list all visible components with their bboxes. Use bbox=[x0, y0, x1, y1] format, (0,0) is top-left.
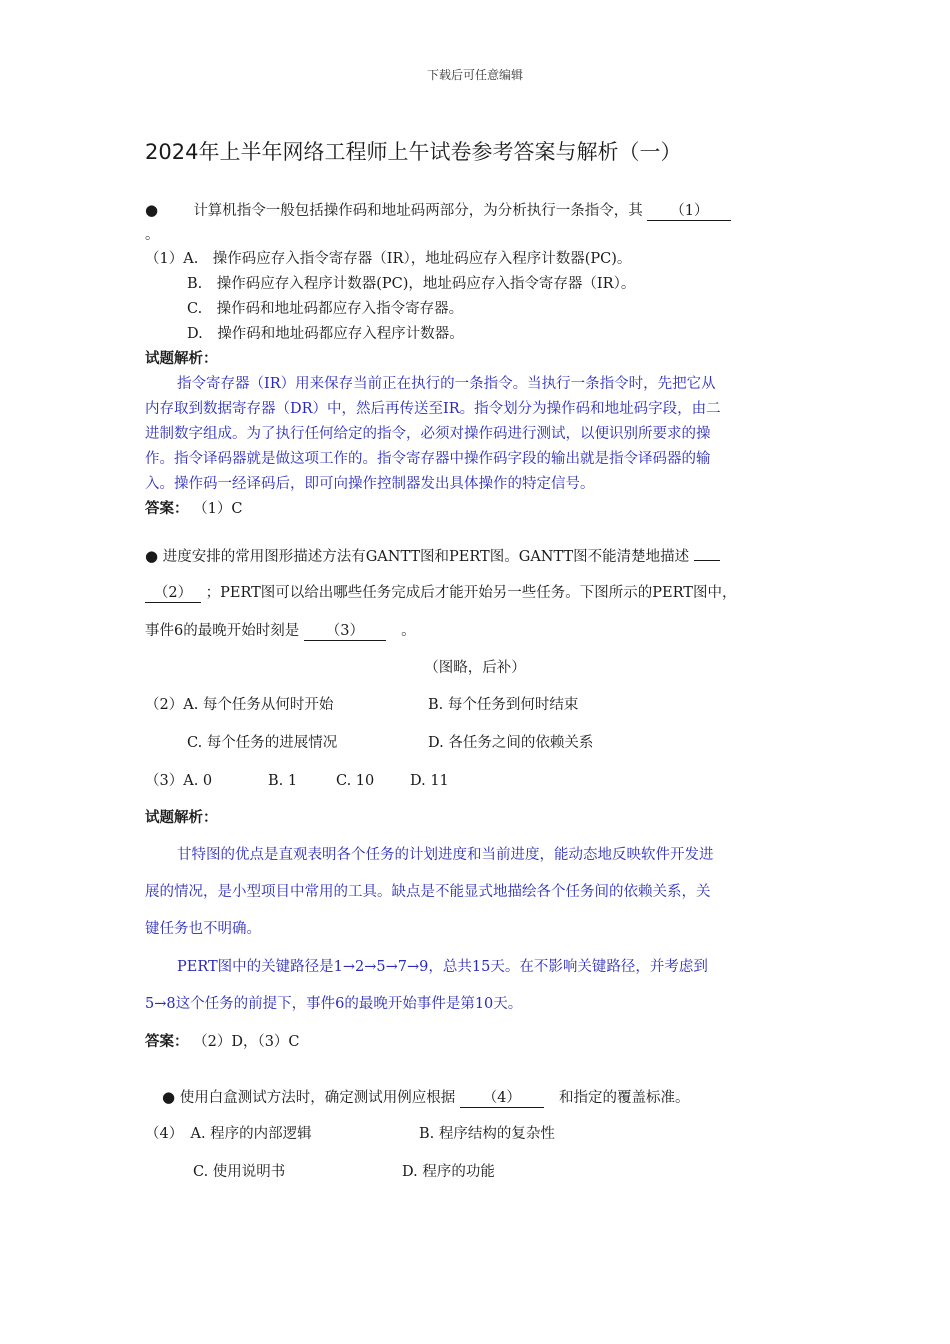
question-1-option-b: B. 操作码应存入程序计数器(PC)，地址码应存入指令寄存器（IR）。 bbox=[187, 276, 636, 292]
answer-value: （1）C bbox=[193, 501, 243, 517]
answer-value: （2）D，（3）C bbox=[193, 1034, 300, 1050]
question-2-blank-lead bbox=[694, 560, 720, 561]
question-4-option-c: C. 使用说明书 bbox=[193, 1164, 286, 1180]
question-1-analysis-line: 指令寄存器（IR）用来保存当前正在执行的一条指令。当执行一条指令时，先把它从 bbox=[177, 376, 716, 392]
question-1-stem bbox=[145, 200, 731, 221]
question-1-option-a: （1）A. 操作码应存入指令寄存器（IR），地址码应存入程序计数器(PC)。 bbox=[145, 251, 632, 267]
question-4-option-a: （4） A. 程序的内部逻辑 bbox=[145, 1126, 312, 1142]
question-4-text: 使用白盒测试方法时，确定测试用例应根据 bbox=[179, 1090, 456, 1106]
question-1-option-d: D. 操作码和地址码都应存入程序计数器。 bbox=[187, 326, 464, 342]
figure-placeholder-note: （图略，后补） bbox=[424, 660, 526, 676]
question-2-option-d: D. 各任务之间的依赖关系 bbox=[428, 735, 594, 751]
question-1-tail: 。 bbox=[145, 227, 160, 243]
question-4-blank: （4） bbox=[460, 1089, 544, 1108]
question-2-blank-2: （2） bbox=[145, 584, 201, 603]
question-1-analysis-line: 入。操作码一经译码后，即可向操作控制器发出具体操作的特定信号。 bbox=[145, 476, 595, 492]
question-2-option-b: B. 每个任务到何时结束 bbox=[428, 697, 579, 713]
question-2-analysis-label: 试题解析： bbox=[145, 809, 218, 826]
question-1-option-c: C. 操作码和地址码都应存入指令寄存器。 bbox=[187, 301, 464, 317]
question-1-text: 计算机指令一般包括操作码和地址码两部分，为分析执行一条指令，其 bbox=[193, 203, 643, 219]
question-4-option-d: D. 程序的功能 bbox=[402, 1164, 495, 1180]
question-4-tail: 和指定的覆盖标准。 bbox=[559, 1090, 690, 1106]
question-2-stem-line-1 bbox=[145, 546, 720, 567]
question-2-option-a: （2）A. 每个任务从何时开始 bbox=[145, 697, 334, 713]
question-1-answer bbox=[145, 499, 242, 519]
question-1-analysis-line: 内存取到数据寄存器（DR）中，然后再传送至IR。指令划分为操作码和地址码字段，由二 bbox=[145, 401, 721, 417]
question-2-text: ；PERT图可以给出哪些任务完成后才能开始另一些任务。下图所示的PERT图中， bbox=[205, 585, 737, 601]
question-2-stem-line-3 bbox=[145, 621, 416, 641]
question-1-analysis-line: 作。指令译码器就是做这项工作的。指令寄存器中操作码字段的输出就是指令译码器的输 bbox=[145, 451, 711, 467]
question-3-option-b: B. 1 bbox=[268, 773, 298, 789]
question-3-option-c: C. 10 bbox=[336, 773, 375, 789]
answer-label: 答案： bbox=[145, 500, 189, 517]
question-2-tail: 。 bbox=[401, 623, 416, 639]
answer-label: 答案： bbox=[145, 1033, 189, 1050]
question-1-blank: （1） bbox=[647, 202, 731, 221]
question-2-analysis-line: PERT图中的关键路径是1→2→5→7→9，总共15天。在不影响关键路径，并考虑到 bbox=[177, 959, 708, 975]
bullet-icon: ● bbox=[145, 547, 159, 565]
question-3-option-d: D. 11 bbox=[410, 773, 449, 789]
question-2-analysis-line: 展的情况，是小型项目中常用的工具。缺点是不能显式地描绘各个任务间的依赖关系，关 bbox=[145, 884, 711, 900]
question-3-option-a: （3）A. 0 bbox=[145, 773, 213, 789]
question-1-analysis-line: 进制数字组成。为了执行任何给定的指令，必须对操作码进行测试，以便识别所要求的操 bbox=[145, 426, 711, 442]
question-2-text: 进度安排的常用图形描述方法有GANTT图和PERT图。GANTT图不能清楚地描述 bbox=[162, 549, 690, 565]
question-2-text: 事件6的最晚开始时刻是 bbox=[145, 623, 300, 639]
question-2-stem-line-2 bbox=[145, 583, 736, 603]
bullet-icon: ● bbox=[145, 201, 159, 219]
question-2-analysis-line: 甘特图的优点是直观表明各个任务的计划进度和当前进度，能动态地反映软件开发进 bbox=[177, 847, 714, 863]
question-4-option-b: B. 程序结构的复杂性 bbox=[419, 1126, 555, 1142]
page-header: 下载后可任意编辑 bbox=[426, 68, 523, 82]
question-4-stem bbox=[162, 1087, 690, 1108]
page-title: 2024年上半年网络工程师上午试卷参考答案与解析（一） bbox=[145, 140, 682, 164]
question-2-answer bbox=[145, 1032, 300, 1052]
bullet-icon: ● bbox=[162, 1088, 176, 1106]
question-2-option-c: C. 每个任务的进展情况 bbox=[187, 735, 338, 751]
question-1-analysis-label: 试题解析： bbox=[145, 350, 218, 367]
question-2-analysis-line: 键任务也不明确。 bbox=[145, 921, 261, 937]
question-2-analysis-line: 5→8这个任务的前提下，事件6的最晚开始事件是第10天。 bbox=[145, 996, 523, 1012]
question-2-blank-3: （3） bbox=[304, 622, 386, 641]
